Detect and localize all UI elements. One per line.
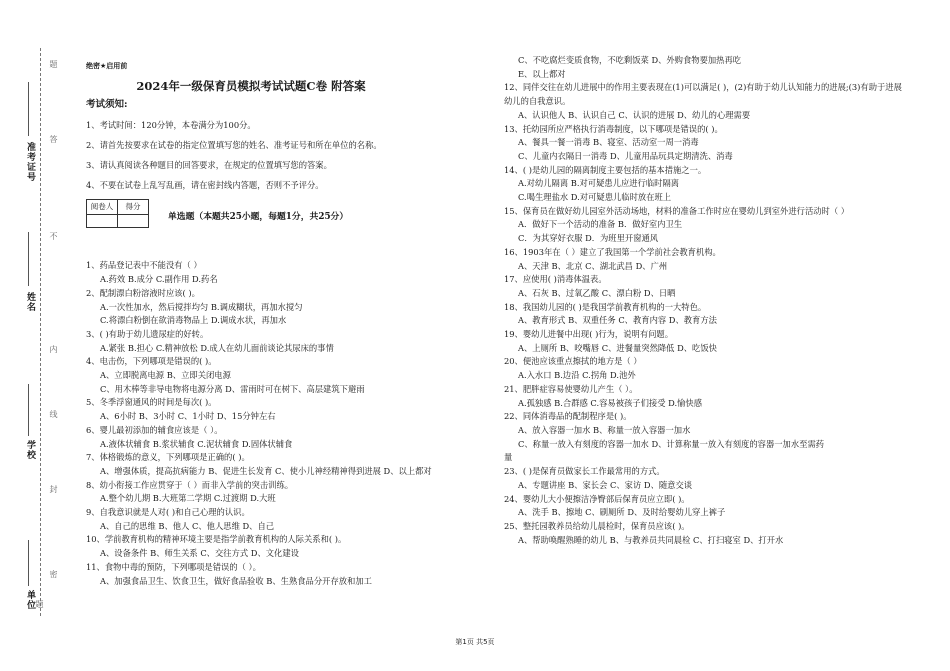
notice-list: [86, 119, 496, 193]
secret-mark: 绝密★启用前: [86, 62, 128, 70]
question-stem: 23、( )是保育员做家长工作最常用的方式。: [504, 466, 665, 477]
seal-char: 密: [49, 570, 58, 578]
question-options[interactable]: A.液体状辅食 B.浆状辅食 C.泥状辅食 D.固体状辅食: [100, 438, 293, 449]
question-stem: 1、药品登记表中不能没有（ ）: [86, 260, 202, 271]
question-options[interactable]: A、石灰 B、过氧乙酸 C、漂白粉 D、日晒: [518, 287, 676, 298]
question-stem: 17、应使用( )消毒体温表。: [504, 274, 607, 285]
question-item: [504, 493, 904, 520]
question-stem: 12、同伴交往在幼儿进展中的作用主要表现在(1)可以满足( )，(2)有助于幼儿认知能力的进展;(3)有助于进展幼儿的自我意识。: [504, 82, 902, 107]
question-stem: 7、体格锻炼的意义，下列哪项是正确的( )。: [86, 452, 250, 463]
grader-cell[interactable]: [87, 215, 118, 228]
question-options[interactable]: A.一次性加水，然后搅拌均匀 B.调成糊状，再加水搅匀: [100, 301, 303, 312]
notice-heading: 考试须知:: [86, 99, 128, 111]
question-item: [504, 246, 904, 273]
question-item: [504, 328, 904, 355]
question-stem: 25、整托园教养员给幼儿晨检时，保育员应该( )。: [504, 520, 690, 531]
question-options[interactable]: C、儿童内衣隔日一消毒 D、儿童用品玩具定期清洗、消毒: [518, 150, 733, 161]
right-column: [504, 54, 904, 547]
seal-char: 线: [49, 410, 58, 418]
question-stem: 3、( )有助于幼儿遗尿症的好转。: [86, 328, 209, 339]
unit-line: [28, 540, 29, 586]
question-options[interactable]: A、洗手 B、擦地 C、刷厕所 D、及时给婴幼儿穿上裤子: [518, 507, 726, 518]
question-stem: 21、肥胖症容易使婴幼儿产生（ ）。: [504, 383, 638, 394]
question-item: [86, 355, 496, 396]
question-stem: 4、电击伤，下列哪项是错误的( )。: [86, 356, 217, 367]
question-options[interactable]: A、教育形式 B、双重任务 C、教育内容 D、教育方法: [518, 315, 717, 326]
question-stem: 10、学前教育机构的精神环境主要是指学前教育机构的人际关系和( )。: [86, 534, 347, 545]
question-item: [86, 479, 496, 506]
seal-char: 内: [49, 345, 58, 353]
notice-item: 4、不要在试卷上乱写乱画，请在密封线内答题，否则不予评分。: [86, 180, 324, 191]
school-line: [28, 384, 29, 436]
score-header: 得分: [118, 200, 149, 215]
question-item: [504, 465, 904, 492]
question-item: [86, 396, 496, 423]
question-item: [504, 520, 904, 547]
grader-header: 阅卷人: [87, 200, 118, 215]
page-footer: 第1页 共5页: [455, 638, 495, 646]
question-stem: 24、婴幼儿大小便擦洁净臀部后保育员应立即( )。: [504, 493, 690, 504]
question-item: [504, 81, 904, 122]
question-stem: 16、1903年在（ ）建立了我国第一个学前社会教育机构。: [504, 246, 721, 257]
question-options[interactable]: A、放入容器一加水 B、称量一放入容器一加水: [518, 424, 691, 435]
question-item: [504, 123, 904, 164]
question-options[interactable]: E、以上都对: [518, 68, 566, 79]
notice-item: 1、考试时间：120分钟，本卷满分为100分。: [86, 119, 256, 130]
question-options[interactable]: A.入水口 B.边沿 C.拐角 D.池外: [518, 370, 636, 381]
exam-number-line: [28, 82, 29, 136]
question-options[interactable]: C、称量一放入有刻度的容器一加水 D、计算称量一放入有刻度的容器一加水至需药: [518, 438, 825, 449]
question-item: [504, 164, 904, 205]
question-stem: 量: [504, 452, 513, 463]
question-stem: 13、托幼园所应严格执行消毒制度，以下哪项是错误的( )。: [504, 123, 723, 134]
left-column: [86, 56, 496, 588]
question-options[interactable]: C、用木棒等非导电物将电源分离 D、雷雨时可在树下、高层建筑下避雨: [100, 383, 365, 394]
question-options[interactable]: C.喝生理盐水 D.对可疑患儿临时放在班上: [518, 192, 672, 203]
seal-char: 不: [49, 232, 58, 240]
seal-char: 封: [49, 485, 58, 493]
question-stem: 9、自我意识就是人对( )和自己心理的认识。: [86, 507, 250, 518]
score-cell[interactable]: [118, 215, 149, 228]
question-list-right: [504, 54, 904, 547]
question-item: [86, 451, 496, 478]
question-options[interactable]: A．做好下一个活动的准备 B．做好室内卫生: [518, 219, 683, 230]
question-options[interactable]: A.药效 B.成分 C.副作用 D.药名: [100, 274, 218, 285]
section-title: 单选题（本题共25小题，每题1分，共25分）: [168, 212, 349, 223]
question-options[interactable]: A、立即脱离电源 B、立即关闭电源: [100, 370, 231, 381]
question-stem: 5、冬季浮窗通风的时间是每次( )。: [86, 397, 217, 408]
school-label: 学校: [25, 440, 35, 460]
seal-char: 答: [49, 135, 58, 143]
exam-number-label: 准考证号: [25, 142, 35, 182]
question-stem: 11、食物中毒的预防，下列哪项是错误的（ ）。: [86, 561, 261, 572]
question-item: [86, 533, 496, 560]
question-stem: 20、便池应该重点擦拭的地方是（ ）: [504, 356, 642, 367]
unit-label: 单位: [25, 590, 35, 610]
question-item: [86, 287, 496, 328]
question-options[interactable]: A、上厕所 B、咬嘴唇 C、进餐量突然降低 D、吃饭快: [518, 342, 717, 353]
question-options[interactable]: C、不吃腐烂变质食物，不吃剩饭菜 D、外购食物要加热再吃: [518, 55, 742, 65]
question-options[interactable]: A.紧张 B.担心 C.精神放松 D.成人在幼儿面前谈论其尿床的事情: [100, 342, 334, 353]
question-item: [504, 451, 904, 465]
seal-char: 题: [35, 600, 44, 608]
question-options[interactable]: A、加强食品卫生、饮食卫生，做好食品验收 B、生熟食品分开存放和加工: [100, 575, 372, 586]
question-item: [504, 355, 904, 382]
binding-margin: [0, 0, 58, 671]
question-stem: 15、保育员在做好幼儿园室外活动场地，材料的准备工作时应在婴幼儿到室外进行活动时（ ）: [504, 205, 850, 216]
question-options[interactable]: A、天津 B、北京 C、湖北武昌 D、广州: [518, 260, 668, 271]
score-row: [86, 199, 496, 241]
question-item: [504, 273, 904, 300]
question-list-left: [86, 259, 496, 588]
question-item: [504, 205, 904, 246]
question-options[interactable]: A、增强体质，提高抗病能力 B、促进生长发育 C、使小儿神经精神得到进展 D、以上都对: [100, 465, 432, 476]
question-item: [504, 301, 904, 328]
question-stem: 22、同体消毒品的配制程序是( )。: [504, 411, 632, 422]
question-stem: 18、我国幼儿园的( )是我国学前教育机构的一大特色。: [504, 301, 707, 312]
exam-title: 2024年一级保育员模拟考试试题C卷 附答案: [136, 78, 366, 93]
notice-item: 2、请首先按要求在试卷的指定位置填写您的姓名、准考证号和所在单位的名称。: [86, 139, 382, 150]
question-stem: 14、( )是幼儿园的隔离制度主要包括的基本措施之一。: [504, 164, 707, 175]
question-stem: 6、婴儿最初添加的辅食应该是（ ）。: [86, 424, 223, 435]
question-options[interactable]: A.整个幼儿期 B.大班第二学期 C.过渡期 D.大班: [100, 493, 276, 504]
question-item: [86, 259, 496, 286]
question-stem: 8、幼小衔接工作应贯穿于（ ）而非入学前的突击训练。: [86, 479, 294, 490]
question-item: [504, 410, 904, 451]
question-options[interactable]: A、6小时 B、3小时 C、1小时 D、15分钟左右: [100, 411, 276, 422]
question-stem: 19、婴幼儿进餐中出现( )行为，说明有问题。: [504, 329, 674, 340]
question-options[interactable]: C．为其穿好衣服 D．为班里开窗通风: [518, 233, 659, 244]
question-options[interactable]: A.孤独感 B.合群感 C.容易被孩子们接受 D.愉快感: [518, 397, 703, 408]
question-options[interactable]: A、餐具一餐一消毒 B、寝室、活动室一周一消毒: [518, 137, 699, 148]
question-options[interactable]: A.对幼儿隔离 B.对可疑患儿应进行临时隔离: [518, 178, 680, 189]
question-options[interactable]: C.将漂白粉倒在欲消毒物品上 D.调成水状，再加水: [100, 315, 287, 326]
question-item: [86, 506, 496, 533]
question-options[interactable]: A、专题讲座 B、家长会 C、家访 D、随意交谈: [518, 479, 693, 490]
notice-item: 3、请认真阅读各种题目的回答要求，在规定的位置填写您的答案。: [86, 160, 332, 171]
question-item: [504, 383, 904, 410]
question-stem: 2、配制漂白粉溶液时应该( )。: [86, 287, 200, 298]
question-options[interactable]: A、自己的思维 B、他人 C、他人思维 D、自己: [100, 520, 275, 531]
score-table: [86, 199, 149, 228]
seal-char: 题: [49, 60, 58, 68]
question-item: [86, 561, 496, 588]
question-options[interactable]: A、帮助唤醒熟睡的幼儿 B、与教养员共同晨检 C、打扫寝室 D、打开水: [518, 534, 784, 545]
question-item: [86, 424, 496, 451]
question-options[interactable]: A、设备条件 B、师生关系 C、交往方式 D、文化建设: [100, 548, 299, 559]
name-line: [28, 232, 29, 286]
question-item: [504, 54, 904, 81]
question-options[interactable]: A、认识他人 B、认识自己 C、认识的进展 D、幼儿的心理需要: [518, 109, 751, 120]
name-label: 姓名: [25, 292, 35, 312]
seal-line: [40, 48, 41, 616]
question-item: [86, 328, 496, 355]
